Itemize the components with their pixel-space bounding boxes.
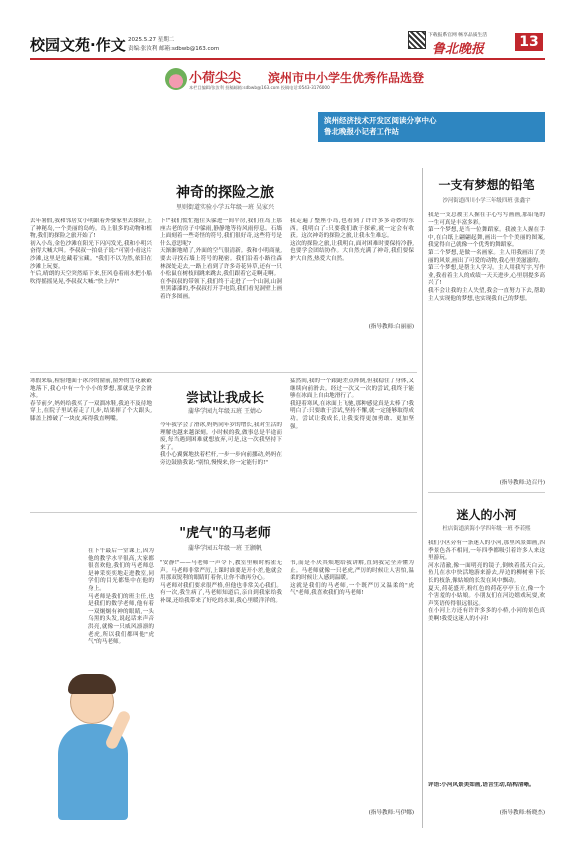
article-title: 一支有梦想的铅笔 (438, 178, 535, 192)
article-text: 我们小区旁有一条迷人的小河,那里风景如画,四季景色各不相同,一年四季都吸引着许多人来这里游玩。 河水清澈,像一面明亮的镜子,倒映着蓝天白云,鱼儿在水中快活地游来游去,岸边的柳树垂下长长的枝条,像姑娘的长发在风中飘动。 夏天,荷花盛开,粉红色的荷花亭亭玉立,像一个个害羞的小姑娘。小朋友们在河边嬉戏玩耍,欢声笑语传得很远很远。 在小河上方还有许许多多的小桥,小河的景色真美啊!我爱这迷人的小河! (428, 540, 545, 622)
article-text: 我是一支总被主人握在手心写写画画,那铅笔的一生可真是丰富多彩。 第一个梦想,是当一位舞蹈家。我被主人握在手中,在白纸上翩翩起舞,画出一个个美丽的图案,我觉得自己就像一个优秀的舞蹈家。 第二个梦想,是做一名画家。主人用我画出了美丽的风景,画出了可爱的动物,我心里美滋滋的。 第三个梦想,是帮主人学习。主人用我写字,写作业,我看着主人的成绩一天天进步,心里别提多高兴了! 我不会让我的主人失望,我会一直努力下去,帮助主人实现他的梦想,也实现我自己的梦想。 (428, 212, 545, 302)
article-title: 迷人的小河 (456, 508, 517, 522)
article-text: 下!"我们慌忙抱住头躲进一间平房,我们在岛上那座古老的房子中躲雨,静静地等待风雨停息。石墙上面刻着一些奇怪的符号,我们很好奇,这些符号是什么意思呢? 天渐渐地晴了,外面的空气很清新。我和小明商量,要去寻找石墙上符号的秘密。我们沿着小路往森林深处走去,一路上看到了许多奇花异草,还有一只小松鼠在树枝间跳来跳去,我们跟着它走啊走啊。 在李叔叔的带领下,我们终于走进了一个山洞,山洞里黑漆漆的,李叔叔打开手电筒,我们看见洞壁上画着许多图画。 (160, 218, 282, 300)
banner-subline: 本栏目编辑/张汝利 投稿邮箱:sdbwb@163.com 投稿电话:0543-3176000 (189, 85, 330, 90)
teacher-signature: (指导教师:马伊娜) (368, 810, 414, 816)
box-line-1: 滨州经济技术开发区阅读分享中心 (324, 116, 437, 125)
page-header (0, 0, 569, 57)
download-hint: 下载报系官网 畅享品质生活 (428, 33, 488, 38)
article-text: 在下午最后一堂课上,因为他的教学水平很高,大家都很喜欢他,我们的马老师总是神采奕奕地走进教室,同学们的目光都集中在他的身上。 马老师是我们的班主任,也是我们的数学老师,他有着一双炯炯有神的眼睛,一头乌黑的头发,说起话来声音洪亮,就像一只威风凛凛的老虎,所以我们都叫他"虎气"的马老师。 (88, 548, 154, 646)
article-text: 我走遍了整座小岛,也看到了许许多多奇妙的东西。我明白了:只要我们敢于探索,就一定会有收获。这次神奇的探险之旅,让我永生难忘。 这次的探险之旅,让我明白,面对困难时要保持冷静,也要学会团结协作。大自然充满了神奇,我们要保护大自然,热爱大自然。 (290, 218, 414, 262)
page-number: 13 (515, 33, 543, 51)
article-title: 神奇的探险之旅 (176, 185, 274, 201)
article-title: "虎气"的马老师 (179, 526, 271, 541)
divider (30, 372, 417, 373)
editor-info: 责编:张汝利 邮箱:sdbwb@163.com (128, 46, 220, 52)
article-text: 书,而是不厌其烦地给我讲解,直到我完全弄懂为止。马老师就像一只老虎,严厉的时候让人害怕,温柔的时候让人感到温暖。 这就是我们的马老师,一个既严厉又温柔的"虎气"老师,我喜欢我们的马老师! (290, 560, 414, 597)
article-author: 沙河街道四川小学三年级四班 张鑫宇 (442, 198, 531, 204)
article-title: 尝试让我成长 (185, 391, 264, 406)
header-rule (30, 58, 545, 60)
box-line-2: 鲁北晚报小记者工作站 (324, 127, 399, 136)
divider (428, 492, 545, 493)
paper-logo: 鲁北晚报 (432, 42, 485, 57)
section-title: 校园文苑·作文 (30, 36, 126, 54)
article-text: 今年我学会了滑冰,妈妈同年岁的增长,我对生活的理解也越来越深刻。小时候的我,做事总是半途而废,每当遇到困难就想放弃,可是,这一次我坚持下来了。 我小心翼翼地扶着栏杆,一步一步向前挪动,妈妈在旁边鼓励我说:"别怕,慢慢来,你一定能行的!" (160, 422, 282, 466)
teacher-signature: (指导教师:杨晓杰) (499, 810, 545, 816)
banner-logo: 小荷尖尖 (189, 71, 242, 86)
issue-date: 2025.5.27 星期二 (128, 37, 175, 43)
article-author: 蒲华学园五年级一班 王颢帆 (188, 545, 262, 552)
article-author: 杜店街道滨海小学四年级一班 李若熙 (442, 526, 531, 532)
divider (30, 512, 417, 513)
teacher-signature: (指导教师:边召丹) (499, 480, 545, 486)
reading-center-box (318, 112, 545, 142)
review-note: 评语:小河风景美如画,语言生动,结构清晰。 (428, 782, 535, 788)
column-divider (422, 168, 423, 828)
lotus-icon (165, 68, 187, 90)
banner-headline: 滨州市中小学生优秀作品选登 (268, 71, 425, 85)
teacher-signature: (指导教师:白丽丽) (368, 324, 414, 330)
article-author: 蒲华学园九年级五班 王婧心 (188, 408, 262, 415)
article-text: "安静!"——马老师一声令下,教室里顿时鸦雀无声。马老师非常严厉,上课时谁要是开小差,他就会用那双锐利的眼睛盯着你,让你不敢再分心。 马老师对我们要求很严格,但他也非常关心我们。有一次,我生病了,马老师知道后,亲自到我家给我补课,还给我带来了好吃的水果,我心里暖洋洋的。 (160, 560, 282, 604)
column-banner (165, 66, 545, 96)
article-author: 里则街道实验小学五年级一班 吴家兴 (176, 204, 274, 211)
article-text: 猛然间,我的一个踉跄差点摔倒,但我稳住了身体,又继续向前滑去。经过一次又一次的尝试,我终于能够在冰面上自由地滑行了。 我迎着寒风,在冰面上飞驰,那种感觉真是太棒了!我明白了:只要敢于尝试,坚持不懈,就一定能够取得成功。尝试让我成长,让我变得更加勇敢、更加坚强。 (290, 378, 414, 430)
qr-code-icon (408, 31, 426, 49)
article-text: 去年暑假,我和邻居女小明跟着外婆家里去探险,上了神秘岛,一个美丽的岛屿。岛上很多的动物和植物,我们的探险之旅开始了! 初入小岛,金色沙滩在阳光下闪闪发光,我和小明兴奋得大喊大叫。李叔叔一拍桌子说:"可别小看这片沙滩,这里是危藏着宝藏。"我们不以为然,依旧在沙滩上玩耍。 午后,晴朗的天空突然暗下来,狂风卷着雨水把小船吹得摇摇晃晃,李叔叔大喊:"快上岸!" (30, 218, 152, 285)
article-text: 寒假来临,检验地面于冰冷的窗前,窗外的雪花簌簌地落下,我心中有一个小小的梦想,那就是学会滑冰。 春节前夕,妈妈给我买了一双溜冰鞋,我迫不及待地穿上,在院子里试着走了几步,结果摔了个大跟头,膝盖上擦破了一块皮,疼得我直咧嘴。 (30, 378, 152, 422)
